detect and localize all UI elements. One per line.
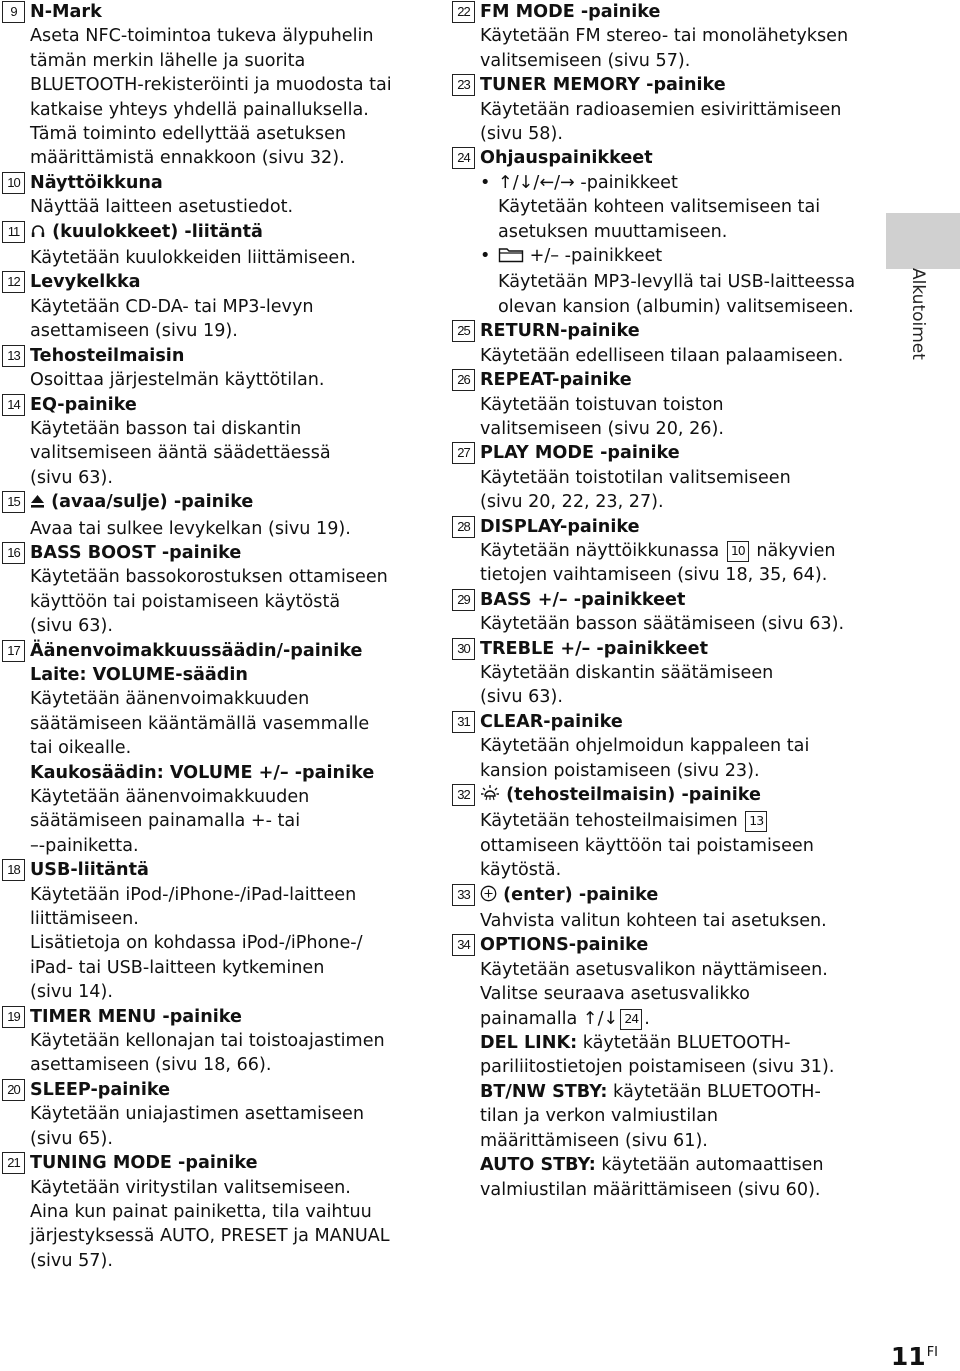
entry-line: Käytetään asetusvalikon näyttämiseen.: [480, 959, 828, 980]
entry-line: (sivu 20, 22, 23, 27).: [480, 492, 664, 513]
entry-line: painamalla ↑/↓ 24 .: [480, 1008, 650, 1029]
bullet-line: asetuksen muuttamiseen.: [498, 221, 728, 242]
item-number: 18: [2, 859, 25, 881]
bullet-dot: •: [480, 246, 491, 267]
item-number: 11: [2, 221, 25, 243]
entry-18: [2, 858, 420, 1004]
option-label: AUTO STBY:: [480, 1155, 596, 1176]
item-number: 16: [2, 542, 25, 564]
entry-line: AUTO STBY: käytetään automaattisen: [480, 1155, 824, 1176]
item-number: 32: [452, 784, 475, 806]
entry-15: [2, 490, 420, 541]
entry-line: (sivu 58).: [480, 124, 563, 145]
entry-line: tietojen vaihtamiseen (sivu 18, 35, 64).: [480, 565, 828, 586]
entry-line: (sivu 63).: [30, 467, 113, 488]
item-number: 24: [452, 147, 475, 169]
option-label: BT/NW STBY:: [480, 1081, 608, 1102]
entry-line: järjestyksessä AUTO, PRESET ja MANUAL: [30, 1226, 390, 1247]
entry-title: (kuulokkeet) -liitäntä: [52, 221, 263, 242]
entry-line: säätämiseen kääntämällä vasemmalle: [30, 713, 370, 734]
entry-title: Äänenvoimakkuussäädin/-painike: [30, 640, 363, 661]
line-text: Käytetään tehosteilmaisimen: [480, 811, 738, 832]
entry-line: [452, 809, 872, 833]
entry-line: Käytetään toistotilan valitsemiseen: [480, 467, 791, 488]
entry-title: BASS BOOST -painike: [30, 542, 242, 563]
item-number: 20: [2, 1079, 25, 1101]
item-number: 14: [2, 394, 25, 416]
entry-32: [452, 783, 872, 883]
entry-line: tilan ja verkon valmiustilan: [480, 1106, 719, 1127]
item-number: 13: [2, 345, 25, 367]
entry-line: Käytetään basson säätämiseen (sivu 63).: [480, 614, 845, 635]
entry-line: Käytetään basson tai diskantin: [30, 418, 302, 439]
entry-subheading: Kaukosäädin: VOLUME +/– -painike: [30, 762, 375, 783]
item-number: 26: [452, 369, 475, 391]
item-number: 33: [452, 884, 475, 906]
item-number: 21: [2, 1152, 25, 1174]
entry-line: iPad- tai USB-laitteen kytkeminen: [30, 957, 325, 978]
item-number: 23: [452, 74, 475, 96]
illumination-icon: [480, 784, 500, 809]
entry-title: DISPLAY-painike: [480, 516, 640, 537]
entry-line: DEL LINK: käytetään BLUETOOTH-: [480, 1033, 791, 1054]
entry-25: [452, 319, 872, 368]
entry-19: [2, 1005, 420, 1078]
entry-line: (sivu 63).: [480, 687, 563, 708]
item-number: 15: [2, 491, 25, 513]
entry-23: [452, 73, 872, 146]
entry-title: TUNING MODE -painike: [30, 1153, 258, 1174]
entry-29: [452, 588, 872, 637]
bullet-head: ↑/↓/←/→ -painikkeet: [498, 172, 678, 193]
entry-title: (tehosteilmaisin) -painike: [506, 785, 761, 805]
entry-line: Käytetään iPod-/iPhone-/iPad-laitteen: [30, 884, 357, 905]
entry-title: (avaa/sulje) -painike: [51, 492, 254, 513]
entry-line: valitsemiseen (sivu 20, 26).: [480, 418, 724, 439]
entry-line: Käytetään äänenvoimakkuuden: [30, 787, 310, 807]
folder-icon: [498, 246, 524, 270]
entry-12: [2, 270, 420, 343]
bullet-item: [452, 244, 872, 270]
entry-line: Käytetään ohjelmoidun kappaleen tai: [480, 736, 810, 757]
item-ref-number: 13: [745, 811, 767, 832]
entry-13: [2, 344, 420, 393]
line-text: näkyvien: [756, 540, 836, 561]
entry-line: Valitse seuraava asetusvalikko: [480, 984, 750, 1005]
entry-title: PLAY MODE -painike: [480, 443, 680, 464]
item-number: 22: [452, 1, 475, 23]
entry-title: Ohjauspainikkeet: [480, 148, 653, 169]
item-ref-number: 10: [727, 541, 749, 562]
entry-line: asettamiseen (sivu 18, 66).: [30, 1055, 272, 1076]
item-number: 30: [452, 638, 475, 660]
entry-line: Käytetään kellonajan tai toistoajastimen: [30, 1031, 385, 1052]
entry-line: kansion poistamiseen (sivu 23).: [480, 760, 760, 781]
entry-line: Käytetään CD-DA- tai MP3-levyn: [30, 296, 314, 317]
entry-line: valmiustilan määrittämiseen (sivu 60).: [480, 1179, 821, 1200]
entry-title: N-Mark: [30, 2, 102, 22]
entry-title: EQ-painike: [30, 394, 137, 415]
entry-line: käyttöön tai poistamiseen käytöstä: [30, 591, 341, 612]
entry-title: CLEAR-painike: [480, 711, 623, 732]
page-number-value: 11: [890, 1342, 926, 1371]
entry-line: Lisätietoja on kohdassa iPod-/iPhone-/: [30, 933, 363, 954]
bullet-line: olevan kansion (albumin) valitsemiseen.: [498, 296, 854, 317]
entry-line: Käytetään viritystilan valitsemiseen.: [30, 1177, 351, 1198]
entry-line: Näyttää laitteen asetustiedot.: [30, 197, 294, 218]
entry-line: määrittämiseen (sivu 61).: [480, 1130, 708, 1151]
entry-title: Näyttöikkuna: [30, 172, 163, 193]
section-tab: [886, 213, 960, 269]
entry-title: Levykelkka: [30, 272, 141, 293]
entry-line: Käytetään bassokorostuksen ottamiseen: [30, 567, 388, 588]
entry-line: Vahvista valitun kohteen tai asetuksen.: [480, 911, 827, 932]
entry-line: Käytetään äänenvoimakkuuden: [30, 689, 310, 710]
entry-line: –-painiketta.: [30, 835, 139, 856]
item-number: 10: [2, 172, 25, 194]
entry-title: Tehosteilmaisin: [30, 345, 185, 366]
item-number: 29: [452, 589, 475, 611]
entry-34: [452, 933, 872, 1201]
entry-line: käytöstä.: [480, 860, 562, 881]
entry-line: valitsemiseen ääntä säädettäessä: [30, 443, 331, 464]
left-column: [2, 0, 420, 1273]
entry-line: Aina kun painat painiketta, tila vaihtuu: [30, 1201, 372, 1222]
entry-line: (sivu 63).: [30, 616, 113, 637]
entry-10: [2, 171, 420, 220]
entry-title: RETURN-painike: [480, 321, 640, 342]
entry-line: pariliitostietojen poistamiseen (sivu 31).: [480, 1057, 835, 1078]
entry-title: BASS +/– -painikkeet: [480, 589, 686, 610]
entry-26: [452, 368, 872, 441]
entry-title: OPTIONS-painike: [480, 935, 649, 956]
item-number: 25: [452, 320, 475, 342]
item-number: 9: [2, 1, 25, 23]
entry-line: ottamiseen käyttöön tai poistamiseen: [480, 835, 814, 856]
entry-title: TIMER MENU -painike: [30, 1006, 242, 1027]
entry-title: SLEEP-painike: [30, 1079, 171, 1100]
bullet-line: Käytetään MP3-levyllä tai USB-laitteessa: [498, 272, 856, 293]
item-number: 34: [452, 934, 475, 956]
page-number: [891, 1342, 938, 1371]
entry-line: Osoittaa järjestelmän käyttötilan.: [30, 370, 325, 391]
line-text: Käytetään näyttöikkunassa: [480, 540, 720, 561]
entry-line: BT/NW STBY: käytetään BLUETOOTH-: [480, 1081, 821, 1102]
entry-title: FM MODE -painike: [480, 2, 661, 22]
entry-27: [452, 441, 872, 514]
item-number: 12: [2, 271, 25, 293]
entry-line: tämän merkin lähelle ja suorita: [30, 50, 306, 71]
entry-line: asettamiseen (sivu 19).: [30, 321, 238, 342]
entry-14: [2, 393, 420, 491]
entry-line: Käytetään diskantin säätämiseen: [480, 662, 774, 683]
entry-line: (sivu 57).: [30, 1250, 113, 1271]
entry-16: [2, 541, 420, 639]
section-tab-label: Alkutoimet: [908, 268, 928, 360]
entry-22: [452, 0, 872, 73]
entry-line: valitsemiseen (sivu 57).: [480, 50, 691, 71]
entry-line: Käytetään kuulokkeiden liittämiseen.: [30, 248, 356, 269]
entry-31: [452, 710, 872, 783]
entry-line: Aseta NFC-toimintoa tukeva älypuhelin: [30, 26, 374, 47]
entry-title: TUNER MEMORY -painike: [480, 75, 726, 96]
entry-line: Käytetään FM stereo- tai monolähetyksen: [480, 26, 849, 47]
bullet-head: +/– -painikkeet: [529, 246, 663, 267]
entry-21: [2, 1151, 420, 1273]
bullet-line: Käytetään kohteen valitsemiseen tai: [498, 197, 821, 218]
entry-line: (sivu 14).: [30, 982, 113, 1003]
entry-20: [2, 1078, 420, 1151]
entry-line: [452, 539, 872, 563]
entry-30: [452, 637, 872, 710]
item-ref-number: 24: [620, 1009, 642, 1030]
bullet-dot: •: [480, 172, 491, 193]
entry-line: Käytetään radioasemien esivirittämiseen: [480, 99, 842, 120]
item-number: 17: [2, 640, 25, 662]
entry-line: katkaise yhteys yhdellä painalluksella.: [30, 99, 369, 120]
entry-line: määrittämistä ennakkoon (sivu 32).: [30, 148, 345, 169]
entry-line: Käytetään edelliseen tilaan palaamiseen.: [480, 345, 844, 366]
entry-line: BLUETOOTH-rekisteröinti ja muodosta tai: [30, 75, 392, 96]
entry-line: Käytetään toistuvan toiston: [480, 394, 724, 415]
entry-24: [452, 146, 872, 319]
entry-28: [452, 515, 872, 588]
entry-line: (sivu 65).: [30, 1128, 113, 1149]
line-text: painamalla ↑/↓: [480, 1008, 619, 1029]
eject-icon: [30, 492, 45, 516]
item-number: 28: [452, 516, 475, 538]
entry-9: [2, 0, 420, 171]
entry-subheading: Laite: VOLUME-säädin: [30, 664, 248, 685]
entry-title: (enter) -painike: [503, 884, 659, 905]
entry-line: säätämiseen painamalla +- tai: [30, 811, 301, 832]
right-column: [452, 0, 872, 1202]
entry-title: REPEAT-painike: [480, 370, 632, 391]
entry-line: liittämiseen.: [30, 909, 139, 930]
option-label: DEL LINK:: [480, 1033, 578, 1054]
entry-line: tai oikealle.: [30, 738, 132, 759]
entry-17: [2, 639, 420, 859]
entry-33: [452, 883, 872, 934]
entry-line: Avaa tai sulkee levykelkan (sivu 19).: [30, 518, 351, 539]
entry-title: TREBLE +/– -painikkeet: [480, 638, 708, 659]
entry-line: Käytetään uniajastimen asettamiseen: [30, 1104, 364, 1125]
item-number: 31: [452, 711, 475, 733]
page-number-suffix: FI: [926, 1345, 938, 1360]
headphones-icon: [30, 222, 46, 246]
item-number: 27: [452, 442, 475, 464]
enter-icon: [480, 885, 497, 909]
entry-title: USB-liitäntä: [30, 860, 149, 881]
entry-11: [2, 220, 420, 271]
entry-line: Tämä toiminto edellyttää asetuksen: [30, 124, 347, 145]
item-number: 19: [2, 1006, 25, 1028]
bullet-item: [452, 171, 872, 195]
